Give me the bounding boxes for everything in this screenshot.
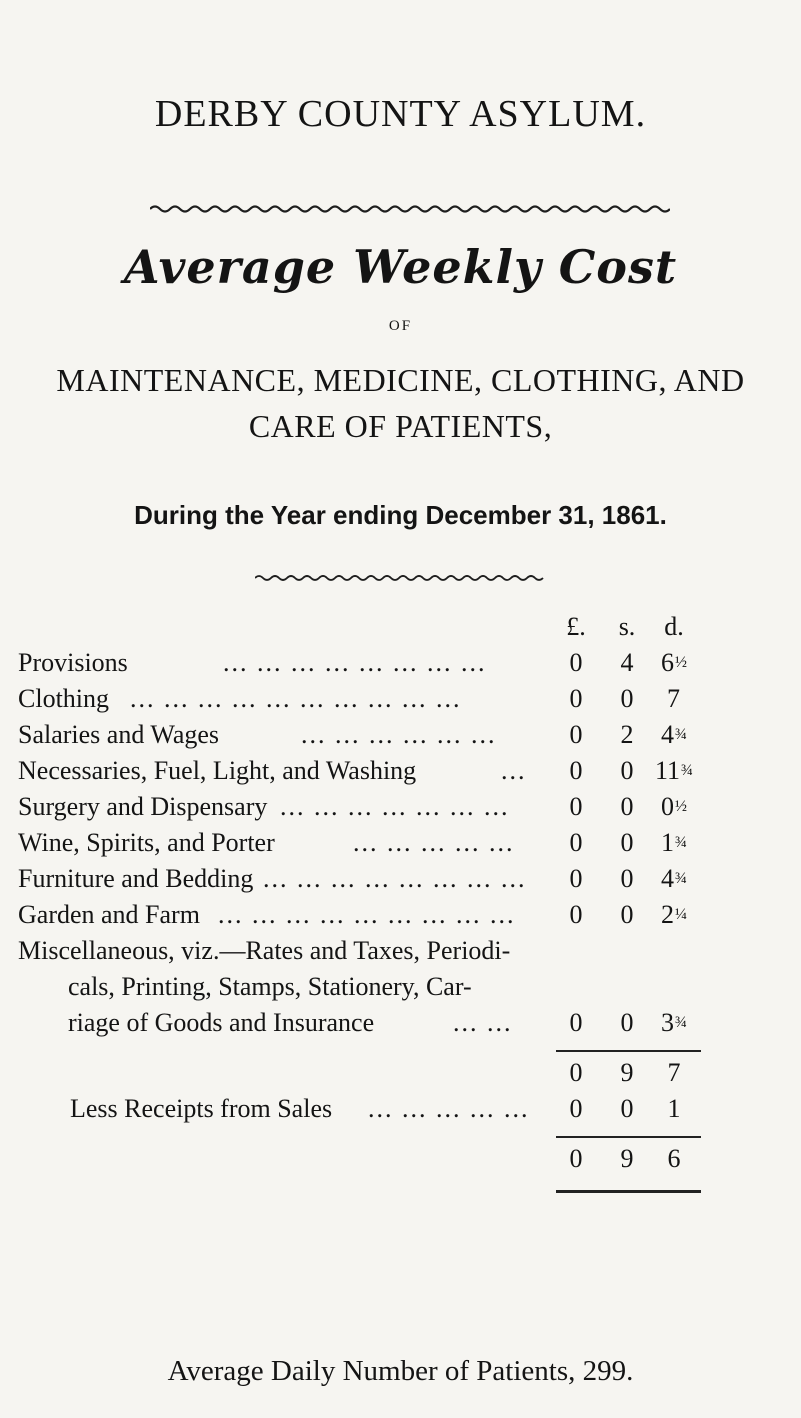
- shillings-value: 0: [620, 1094, 634, 1123]
- pounds-value: 0: [569, 1058, 583, 1087]
- item-row: [18, 900, 778, 936]
- total-rule: [556, 1136, 701, 1138]
- heading-of: OF: [388, 318, 413, 334]
- item-row: [18, 864, 778, 900]
- item-row: [18, 828, 778, 864]
- item-row: [18, 756, 778, 792]
- double-rule: [556, 1190, 701, 1193]
- shillings-value: 0: [620, 756, 634, 785]
- item-label: Salaries and Wages: [18, 720, 220, 749]
- pence-value: 1: [667, 1094, 681, 1123]
- total-row: [18, 1144, 778, 1180]
- shillings-value: 2: [620, 720, 634, 749]
- pence-value: 6½: [661, 648, 687, 677]
- gothic-heading: Average Weekly Cost: [123, 240, 678, 294]
- pounds-value: 0: [569, 684, 583, 713]
- pounds-value: 0: [569, 828, 583, 857]
- shillings-value: 9: [620, 1058, 634, 1087]
- pence-header: d.: [664, 612, 684, 641]
- shillings-value: 0: [620, 828, 634, 857]
- pence-value: 7: [667, 684, 680, 713]
- item-label: Provisions: [18, 648, 128, 677]
- misc-label-2: cals, Printing, Stamps, Stationery, Car-: [68, 972, 472, 1001]
- shillings-value: 9: [620, 1144, 634, 1173]
- pounds-value: 0: [569, 792, 583, 821]
- footer-note: Average Daily Number of Patients, 299.: [167, 1355, 634, 1387]
- misc-line-2: [68, 972, 801, 1008]
- pence-value: 7: [667, 1058, 681, 1087]
- subtotal-rule: [556, 1050, 701, 1052]
- shillings-value: 0: [620, 864, 634, 893]
- item-label: Wine, Spirits, and Porter: [18, 828, 275, 857]
- pounds-value: 0: [569, 1144, 583, 1173]
- wavy-divider-top: [150, 203, 670, 215]
- pence-value: 4¾: [661, 864, 687, 893]
- pounds-value: 0: [569, 1094, 583, 1123]
- pence-value: 3¾: [661, 1008, 687, 1037]
- pounds-value: 0: [569, 900, 583, 929]
- item-row: [18, 1008, 778, 1044]
- misc-label-3: riage of Goods and Insurance: [68, 1008, 375, 1037]
- shillings-value: 0: [620, 684, 634, 713]
- leader-dots: ... ... ... ... ... ... ... ... ...: [218, 900, 516, 929]
- misc-line-1: [18, 936, 778, 972]
- shillings-value: 4: [620, 648, 634, 677]
- item-row: [18, 720, 778, 756]
- item-row: [18, 792, 778, 828]
- pence-value: 11¾: [654, 756, 694, 785]
- wavy-divider-middle: [255, 573, 545, 583]
- item-label: Surgery and Dispensary: [18, 792, 268, 821]
- item-label: Necessaries, Fuel, Light, and Washing: [18, 756, 417, 785]
- leader-dots: ... ... ... ... ... ... ... ...: [223, 648, 487, 677]
- leader-dots: ...: [501, 756, 527, 785]
- shillings-value: 0: [620, 792, 634, 821]
- shillings-header: s.: [618, 612, 636, 641]
- leader-dots: ... ... ... ... ...: [353, 828, 515, 857]
- shillings-value: 0: [620, 1008, 634, 1037]
- pounds-header: £.: [566, 612, 586, 641]
- pounds-value: 0: [569, 648, 583, 677]
- misc-label-1: Miscellaneous, viz.—Rates and Taxes, Periodi-: [18, 936, 511, 965]
- item-row: [18, 684, 778, 720]
- subtitle-line-1: MAINTENANCE, MEDICINE, CLOTHING, AND: [56, 362, 745, 398]
- shillings-value: 0: [620, 900, 634, 929]
- pence-value: 1¾: [661, 828, 687, 857]
- page-title: DERBY COUNTY ASYLUM.: [154, 93, 647, 135]
- pence-value: 4¾: [661, 720, 687, 749]
- item-label: Furniture and Bedding: [18, 864, 254, 893]
- pounds-value: 0: [569, 1008, 583, 1037]
- pence-value: 2¼: [661, 900, 687, 929]
- item-row: [18, 648, 778, 684]
- period-heading: During the Year ending December 31, 1861.: [134, 500, 667, 530]
- pounds-value: 0: [569, 756, 583, 785]
- less-label: Less Receipts from Sales: [70, 1094, 333, 1123]
- less-row: [18, 1094, 778, 1130]
- pence-value: 0½: [661, 792, 687, 821]
- leader-dots: ... ... ... ... ... ...: [301, 720, 497, 749]
- leader-dots: ... ... ... ... ... ... ... ...: [263, 864, 527, 893]
- pounds-value: 0: [569, 864, 583, 893]
- column-header-row: [18, 612, 778, 648]
- pounds-value: 0: [569, 720, 583, 749]
- item-label: Clothing: [18, 684, 110, 713]
- leader-dots: ... ... ... ... ...: [368, 1094, 530, 1123]
- subtotal-row: [18, 1058, 778, 1094]
- item-label: Garden and Farm: [18, 900, 200, 929]
- leader-dots: ... ... ... ... ... ... ... ... ... ...: [130, 684, 462, 713]
- subtitle-line-2: CARE OF PATIENTS,: [248, 408, 553, 444]
- pence-value: 6: [667, 1144, 681, 1173]
- leader-dots: ... ...: [453, 1008, 513, 1037]
- leader-dots: ... ... ... ... ... ... ...: [280, 792, 510, 821]
